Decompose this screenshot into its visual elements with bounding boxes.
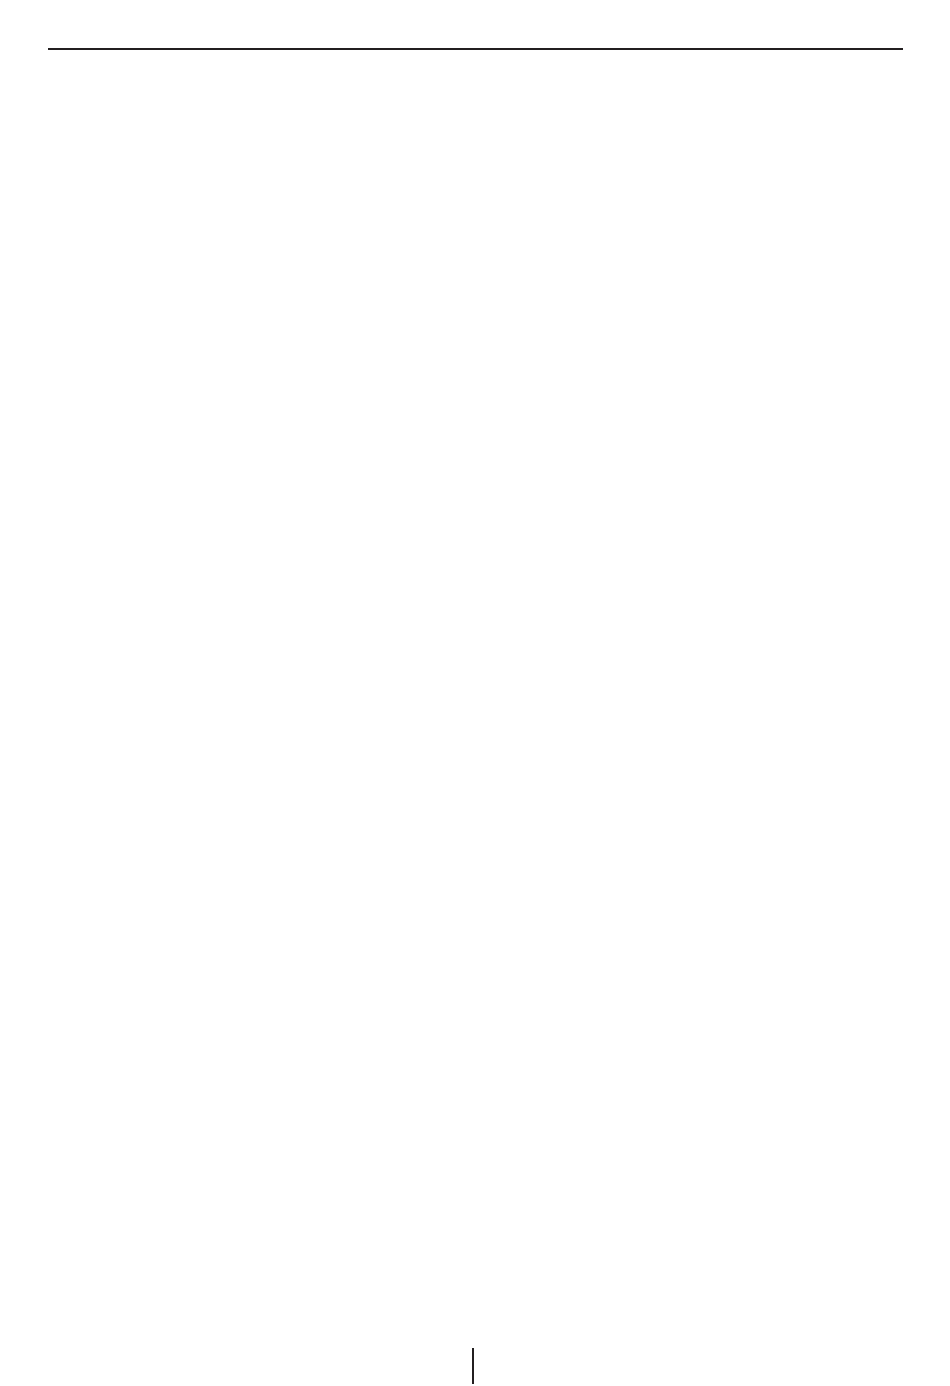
page-footer	[0, 1346, 950, 1386]
footer-divider	[472, 1348, 474, 1384]
troubleshooting-table	[48, 48, 903, 50]
